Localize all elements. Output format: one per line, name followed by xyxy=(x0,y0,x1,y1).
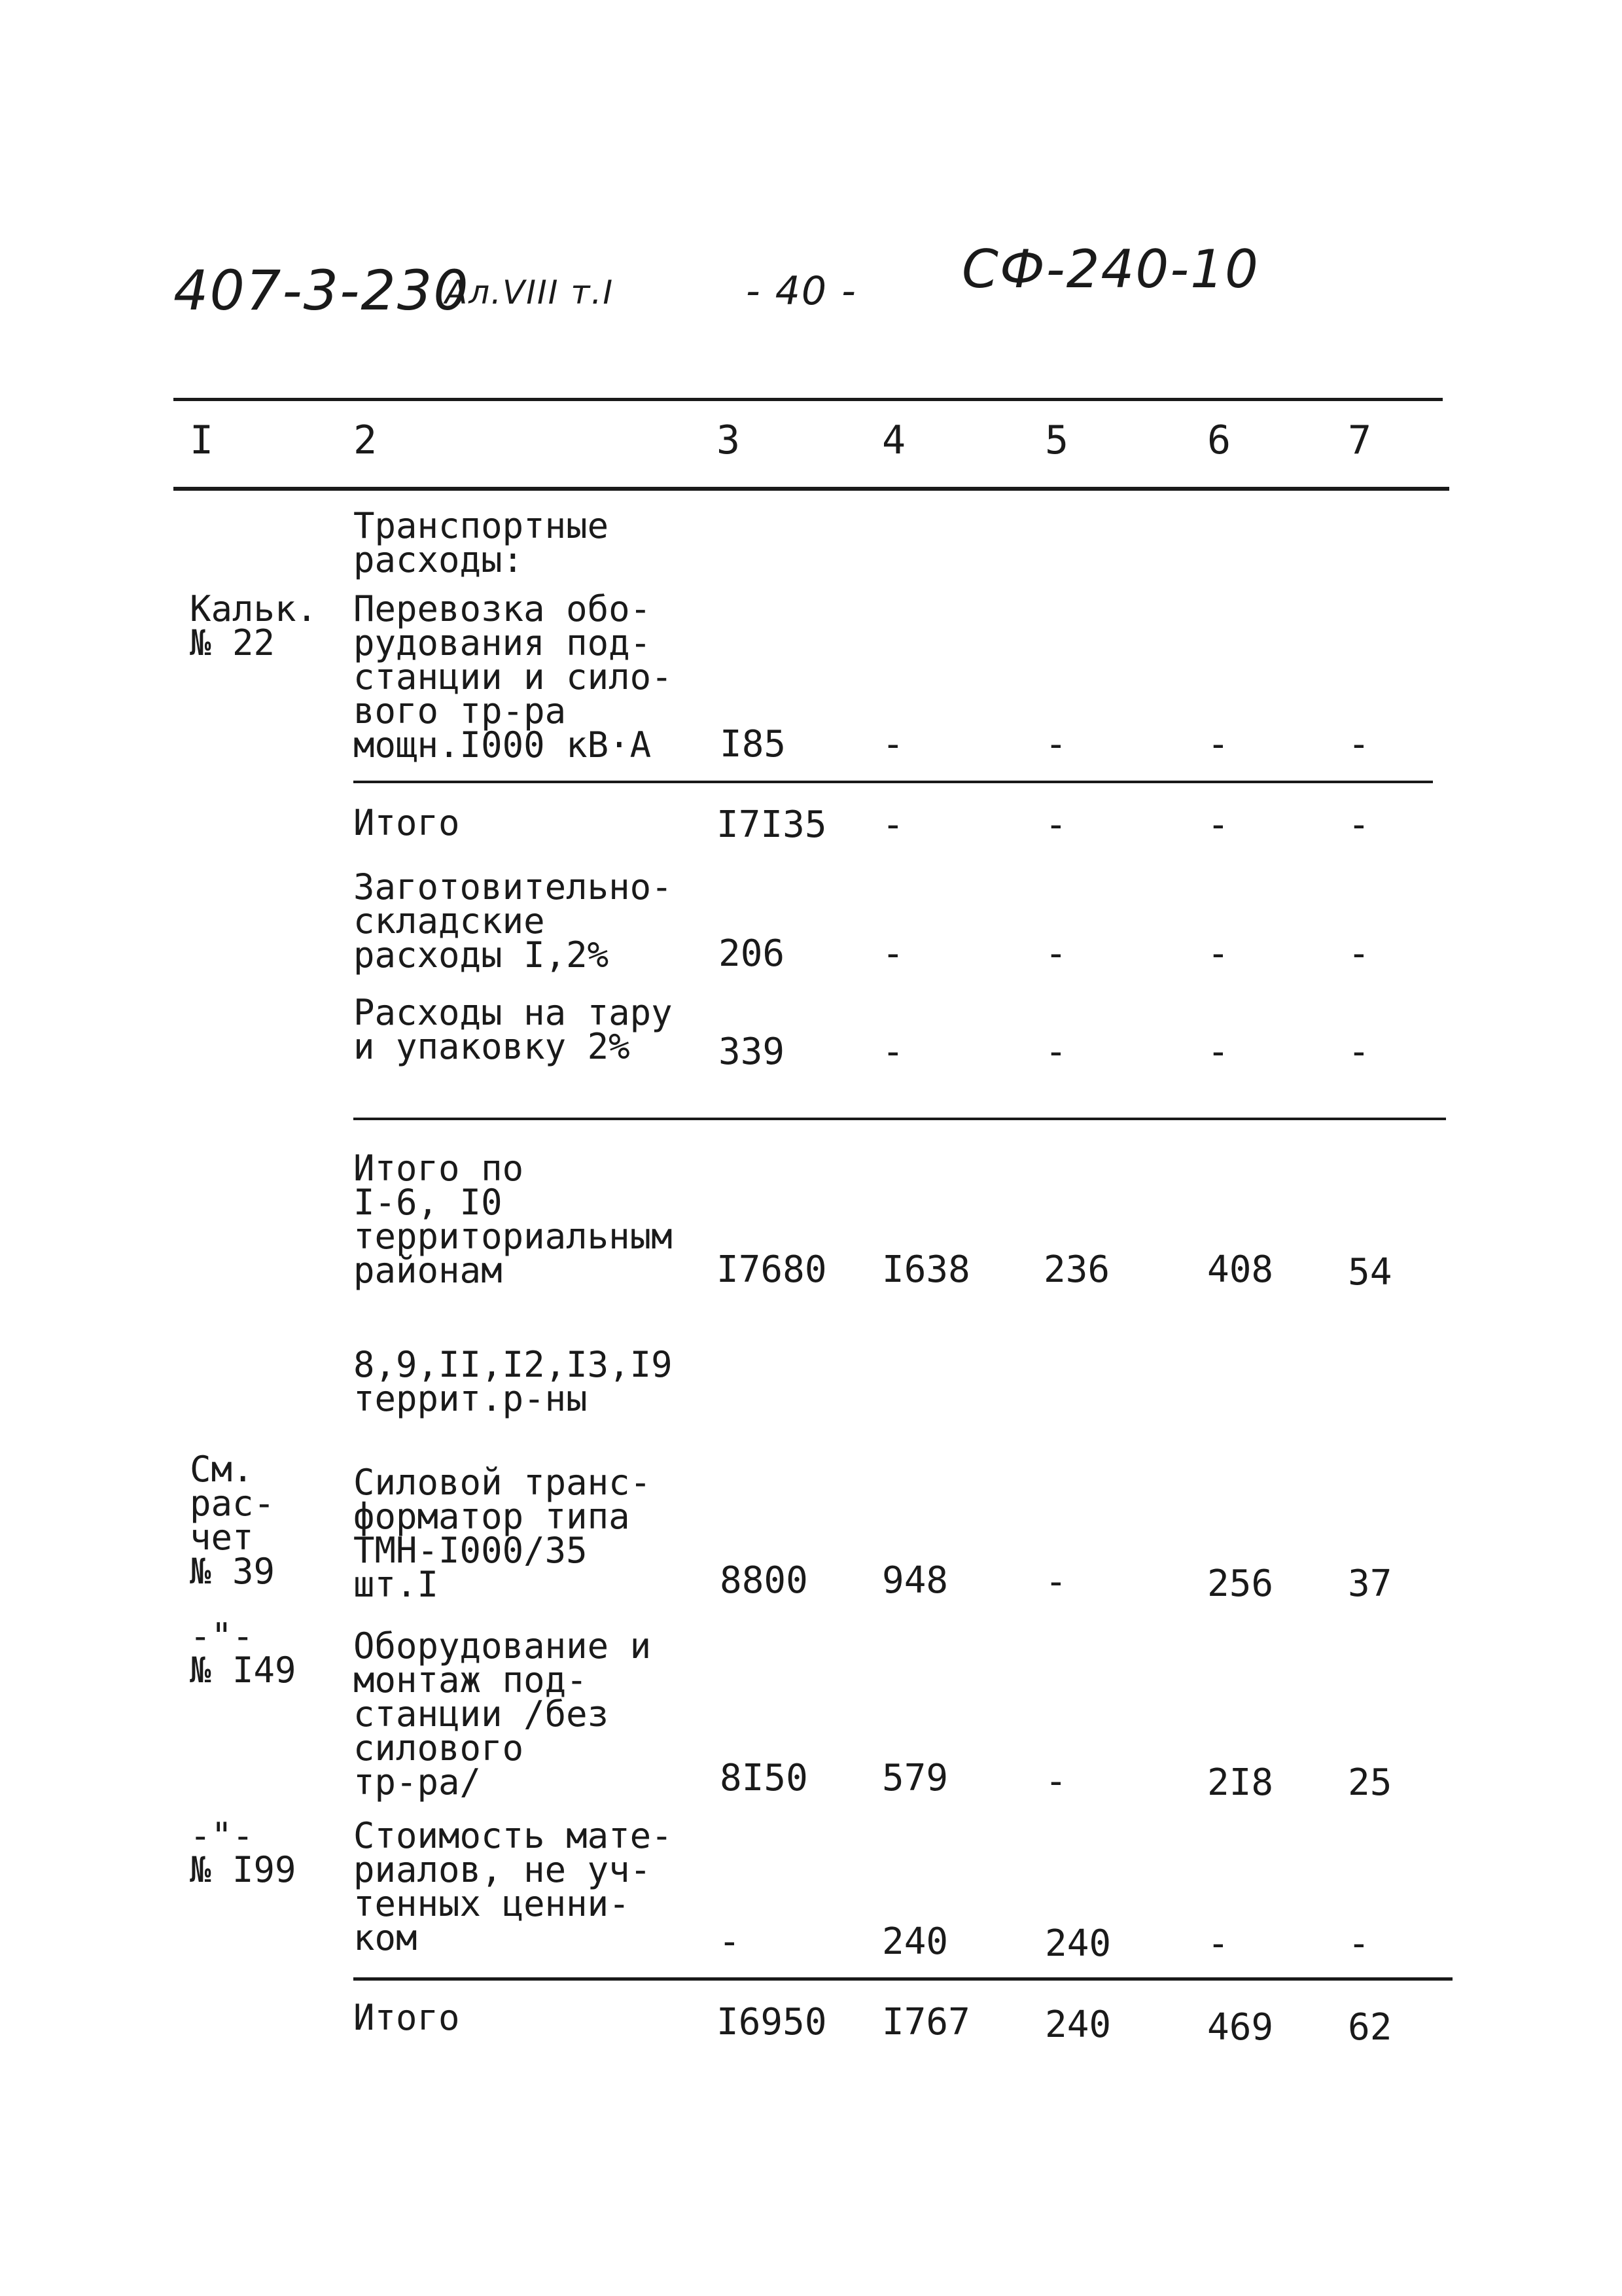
cell-col6: - xyxy=(1207,1031,1229,1073)
cell-col5: - xyxy=(1045,932,1067,975)
row-desc: Транспортные расходы: xyxy=(353,505,609,580)
row-ref: Кальк. № 22 xyxy=(190,588,318,663)
row-ref: -"- № I99 xyxy=(190,1815,296,1890)
cell-col5: - xyxy=(1045,1031,1067,1073)
cell-col5: - xyxy=(1045,723,1067,766)
cell-col6: - xyxy=(1207,723,1229,766)
cell-col3: I85 xyxy=(720,723,786,766)
cell-col7: - xyxy=(1348,1922,1370,1965)
cell-col5: - xyxy=(1045,1760,1067,1803)
cell-col3: 339 xyxy=(718,1031,785,1073)
cell-col7: 37 xyxy=(1348,1563,1392,1605)
cell-col3: I6950 xyxy=(716,2001,827,2043)
row-desc: Итого xyxy=(353,1997,460,2038)
row-desc: Итого по I-6, I0 территориальным районам xyxy=(353,1148,673,1291)
row-desc: Расходы на тару и упаковку 2% xyxy=(353,992,673,1067)
row-ref: -"- № I49 xyxy=(190,1616,296,1691)
page-number: - 40 - xyxy=(746,268,857,314)
cell-col7: - xyxy=(1348,723,1370,766)
cell-col5: - xyxy=(1045,804,1067,846)
cell-col5: 240 xyxy=(1045,2004,1112,2046)
cell-col7: - xyxy=(1348,932,1370,975)
cell-col7: 62 xyxy=(1348,2006,1392,2049)
cell-col7: - xyxy=(1348,804,1370,846)
row-desc: Стоимость мате- риалов, не уч- тенных ценни- ком xyxy=(353,1815,673,1958)
header-bottom-rule xyxy=(173,487,1449,491)
row-ref: См. рас- чет № 39 xyxy=(190,1449,275,1592)
cell-col7: 25 xyxy=(1348,1761,1392,1804)
column-header-3: 3 xyxy=(716,417,741,463)
row-desc: Итого xyxy=(353,802,460,843)
cell-col3: I7680 xyxy=(716,1248,827,1291)
cell-col4: 948 xyxy=(882,1559,949,1602)
cell-col6: 469 xyxy=(1207,2006,1274,2049)
total-rule xyxy=(353,1977,1453,1981)
cell-col4: - xyxy=(882,1031,904,1073)
cell-col6: 2I8 xyxy=(1207,1761,1274,1804)
cell-col4: - xyxy=(882,804,904,846)
cell-col4: - xyxy=(882,932,904,975)
cell-col5: 240 xyxy=(1045,1922,1112,1965)
cell-col3: 8800 xyxy=(720,1559,808,1602)
row-desc: Силовой транс- форматор типа ТМН-I000/35 шт.I xyxy=(353,1462,652,1605)
cell-col3: 8I50 xyxy=(720,1757,808,1799)
project-code: СФ-240-10 xyxy=(962,239,1260,300)
column-header-4: 4 xyxy=(882,417,906,463)
cell-col6: - xyxy=(1207,932,1229,975)
table-top-rule xyxy=(173,398,1443,401)
row-desc: Перевозка обо- рудования под- станции и сило- вого тр-ра мощн.I000 кВ·А xyxy=(353,588,673,766)
column-header-5: 5 xyxy=(1045,417,1069,463)
cell-col7: 54 xyxy=(1348,1251,1392,1294)
row-desc: Заготовительно- складские расходы I,2% xyxy=(353,866,673,976)
cell-col5: 236 xyxy=(1044,1248,1110,1291)
doc-code: 407-3-230 xyxy=(173,258,470,323)
subtotal-rule xyxy=(353,781,1433,783)
cell-col3: 206 xyxy=(718,932,785,975)
cell-col5: - xyxy=(1045,1561,1067,1603)
column-header-6: 6 xyxy=(1207,417,1231,463)
column-header-1: I xyxy=(190,417,214,463)
cell-col4: - xyxy=(882,723,904,766)
cell-col3: - xyxy=(718,1920,741,1963)
cell-col4: I638 xyxy=(882,1248,970,1291)
column-header-7: 7 xyxy=(1348,417,1372,463)
cell-col7: - xyxy=(1348,1031,1370,1073)
row-desc: 8,9,II,I2,I3,I9 террит.р-ны xyxy=(353,1344,673,1419)
cell-col3: I7I35 xyxy=(716,804,827,846)
column-header-2: 2 xyxy=(353,417,378,463)
cell-col4: 579 xyxy=(882,1757,949,1799)
album-ref: Ал.VIII т.I xyxy=(445,274,614,311)
cell-col6: - xyxy=(1207,804,1229,846)
cell-col6: 408 xyxy=(1207,1248,1274,1291)
cell-col6: - xyxy=(1207,1922,1229,1965)
cell-col4: I767 xyxy=(882,2001,970,2043)
row-desc: Оборудование и монтаж под- станции /без силового тр-ра/ xyxy=(353,1625,652,1803)
cell-col4: 240 xyxy=(882,1920,949,1963)
section-rule xyxy=(353,1118,1446,1120)
cell-col6: 256 xyxy=(1207,1563,1274,1605)
